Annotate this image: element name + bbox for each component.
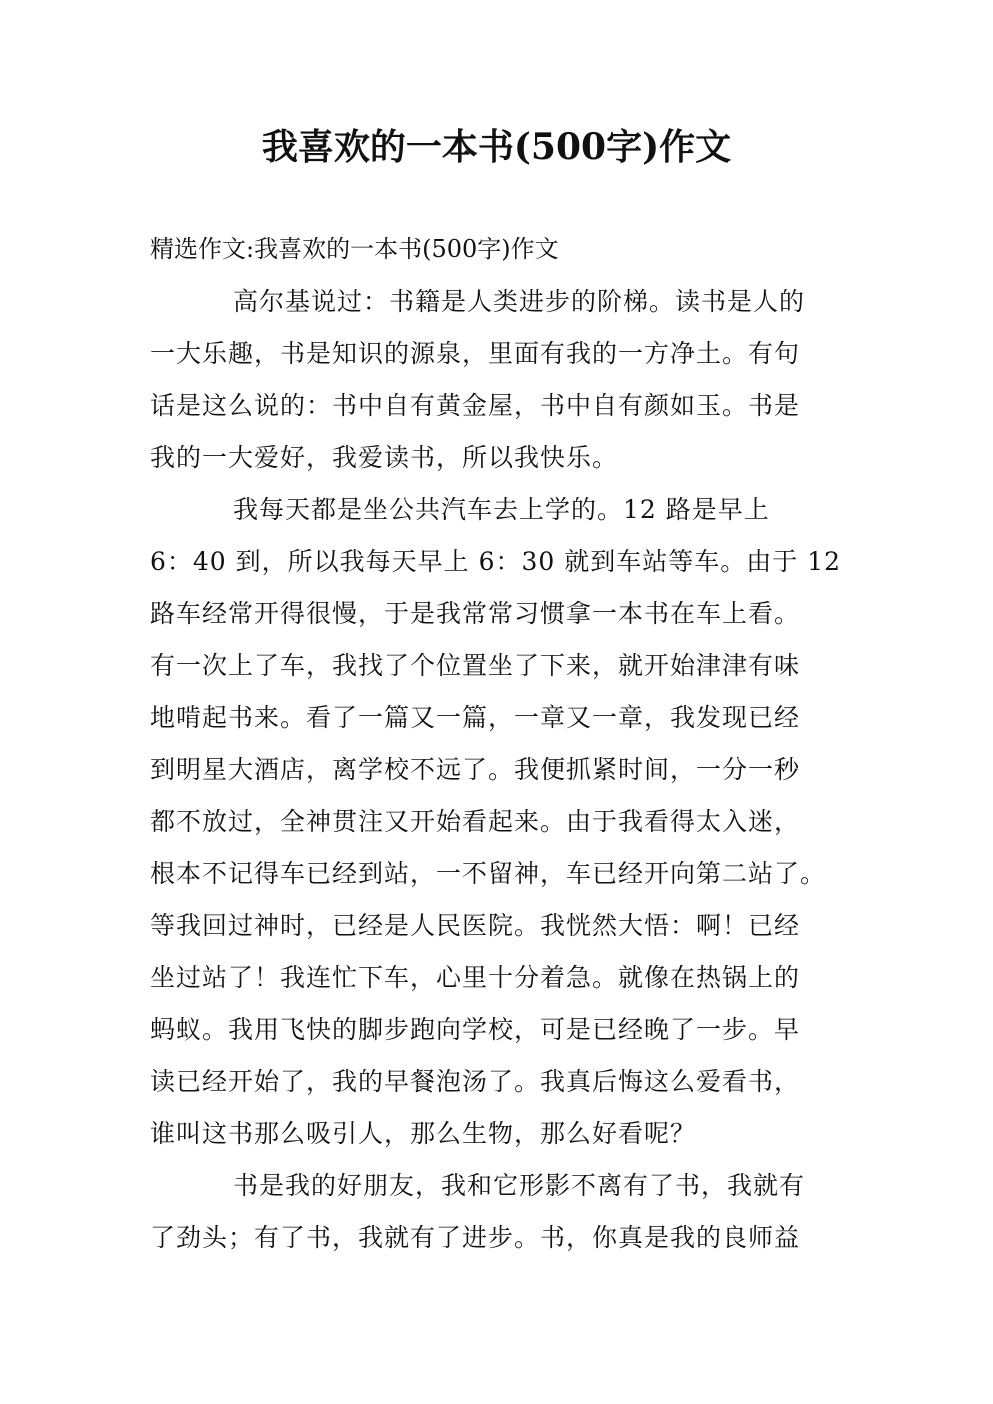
paragraph-2-line-6: 到明星大酒店，离学校不远了。我便抓紧时间，一分一秒 <box>150 755 801 784</box>
document-subtitle: 精选作文:我喜欢的一本书(500字)作文 <box>150 235 559 263</box>
paragraph-1-line-2: 一大乐趣，书是知识的源泉，里面有我的一方净土。有句 <box>150 339 801 368</box>
paragraph-2-line-10: 坐过站了！我连忙下车，心里十分着急。就像在热锅上的 <box>150 963 801 992</box>
paragraph-2-line-1: 我每天都是坐公共汽车去上学的。12 路是早上 <box>233 495 770 524</box>
paragraph-2-line-11: 蚂蚁。我用飞快的脚步跑向学校，可是已经晚了一步。早 <box>150 1015 801 1044</box>
paragraph-3-line-1: 书是我的好朋友，我和它形影不离有了书，我就有 <box>233 1171 806 1200</box>
paragraph-2-line-13: 谁叫这书那么吸引人，那么生物，那么好看呢？ <box>150 1119 697 1148</box>
paragraph-1-line-1: 高尔基说过：书籍是人类进步的阶梯。读书是人的 <box>233 287 806 316</box>
paragraph-2-line-12: 读已经开始了，我的早餐泡汤了。我真后悔这么爱看书， <box>150 1067 801 1096</box>
paragraph-2-line-3: 路车经常开得很慢，于是我常常习惯拿一本书在车上看。 <box>150 599 801 628</box>
paragraph-2-line-5: 地啃起书来。看了一篇又一篇，一章又一章，我发现已经 <box>150 703 801 732</box>
paragraph-2-line-8: 根本不记得车已经到站，一不留神，车已经开向第二站了。 <box>150 859 827 888</box>
paragraph-2-line-7: 都不放过，全神贯注又开始看起来。由于我看得太入迷， <box>150 807 801 836</box>
paragraph-2-line-2: 6：40 到，所以我每天早上 6：30 就到车站等车。由于 12 <box>150 547 842 576</box>
paragraph-2-line-9: 等我回过神时，已经是人民医院。我恍然大悟：啊！已经 <box>150 911 801 940</box>
paragraph-2-line-4: 有一次上了车，我找了个位置坐了下来，就开始津津有味 <box>150 651 801 680</box>
paragraph-1-line-4: 我的一大爱好，我爱读书，所以我快乐。 <box>150 443 619 472</box>
paragraph-1-line-3: 话是这么说的：书中自有黄金屋，书中自有颜如玉。书是 <box>150 391 801 420</box>
document-title: 我喜欢的一本书(500字)作文 <box>261 126 732 168</box>
paragraph-3-line-2: 了劲头；有了书，我就有了进步。书，你真是我的良师益 <box>150 1223 801 1252</box>
